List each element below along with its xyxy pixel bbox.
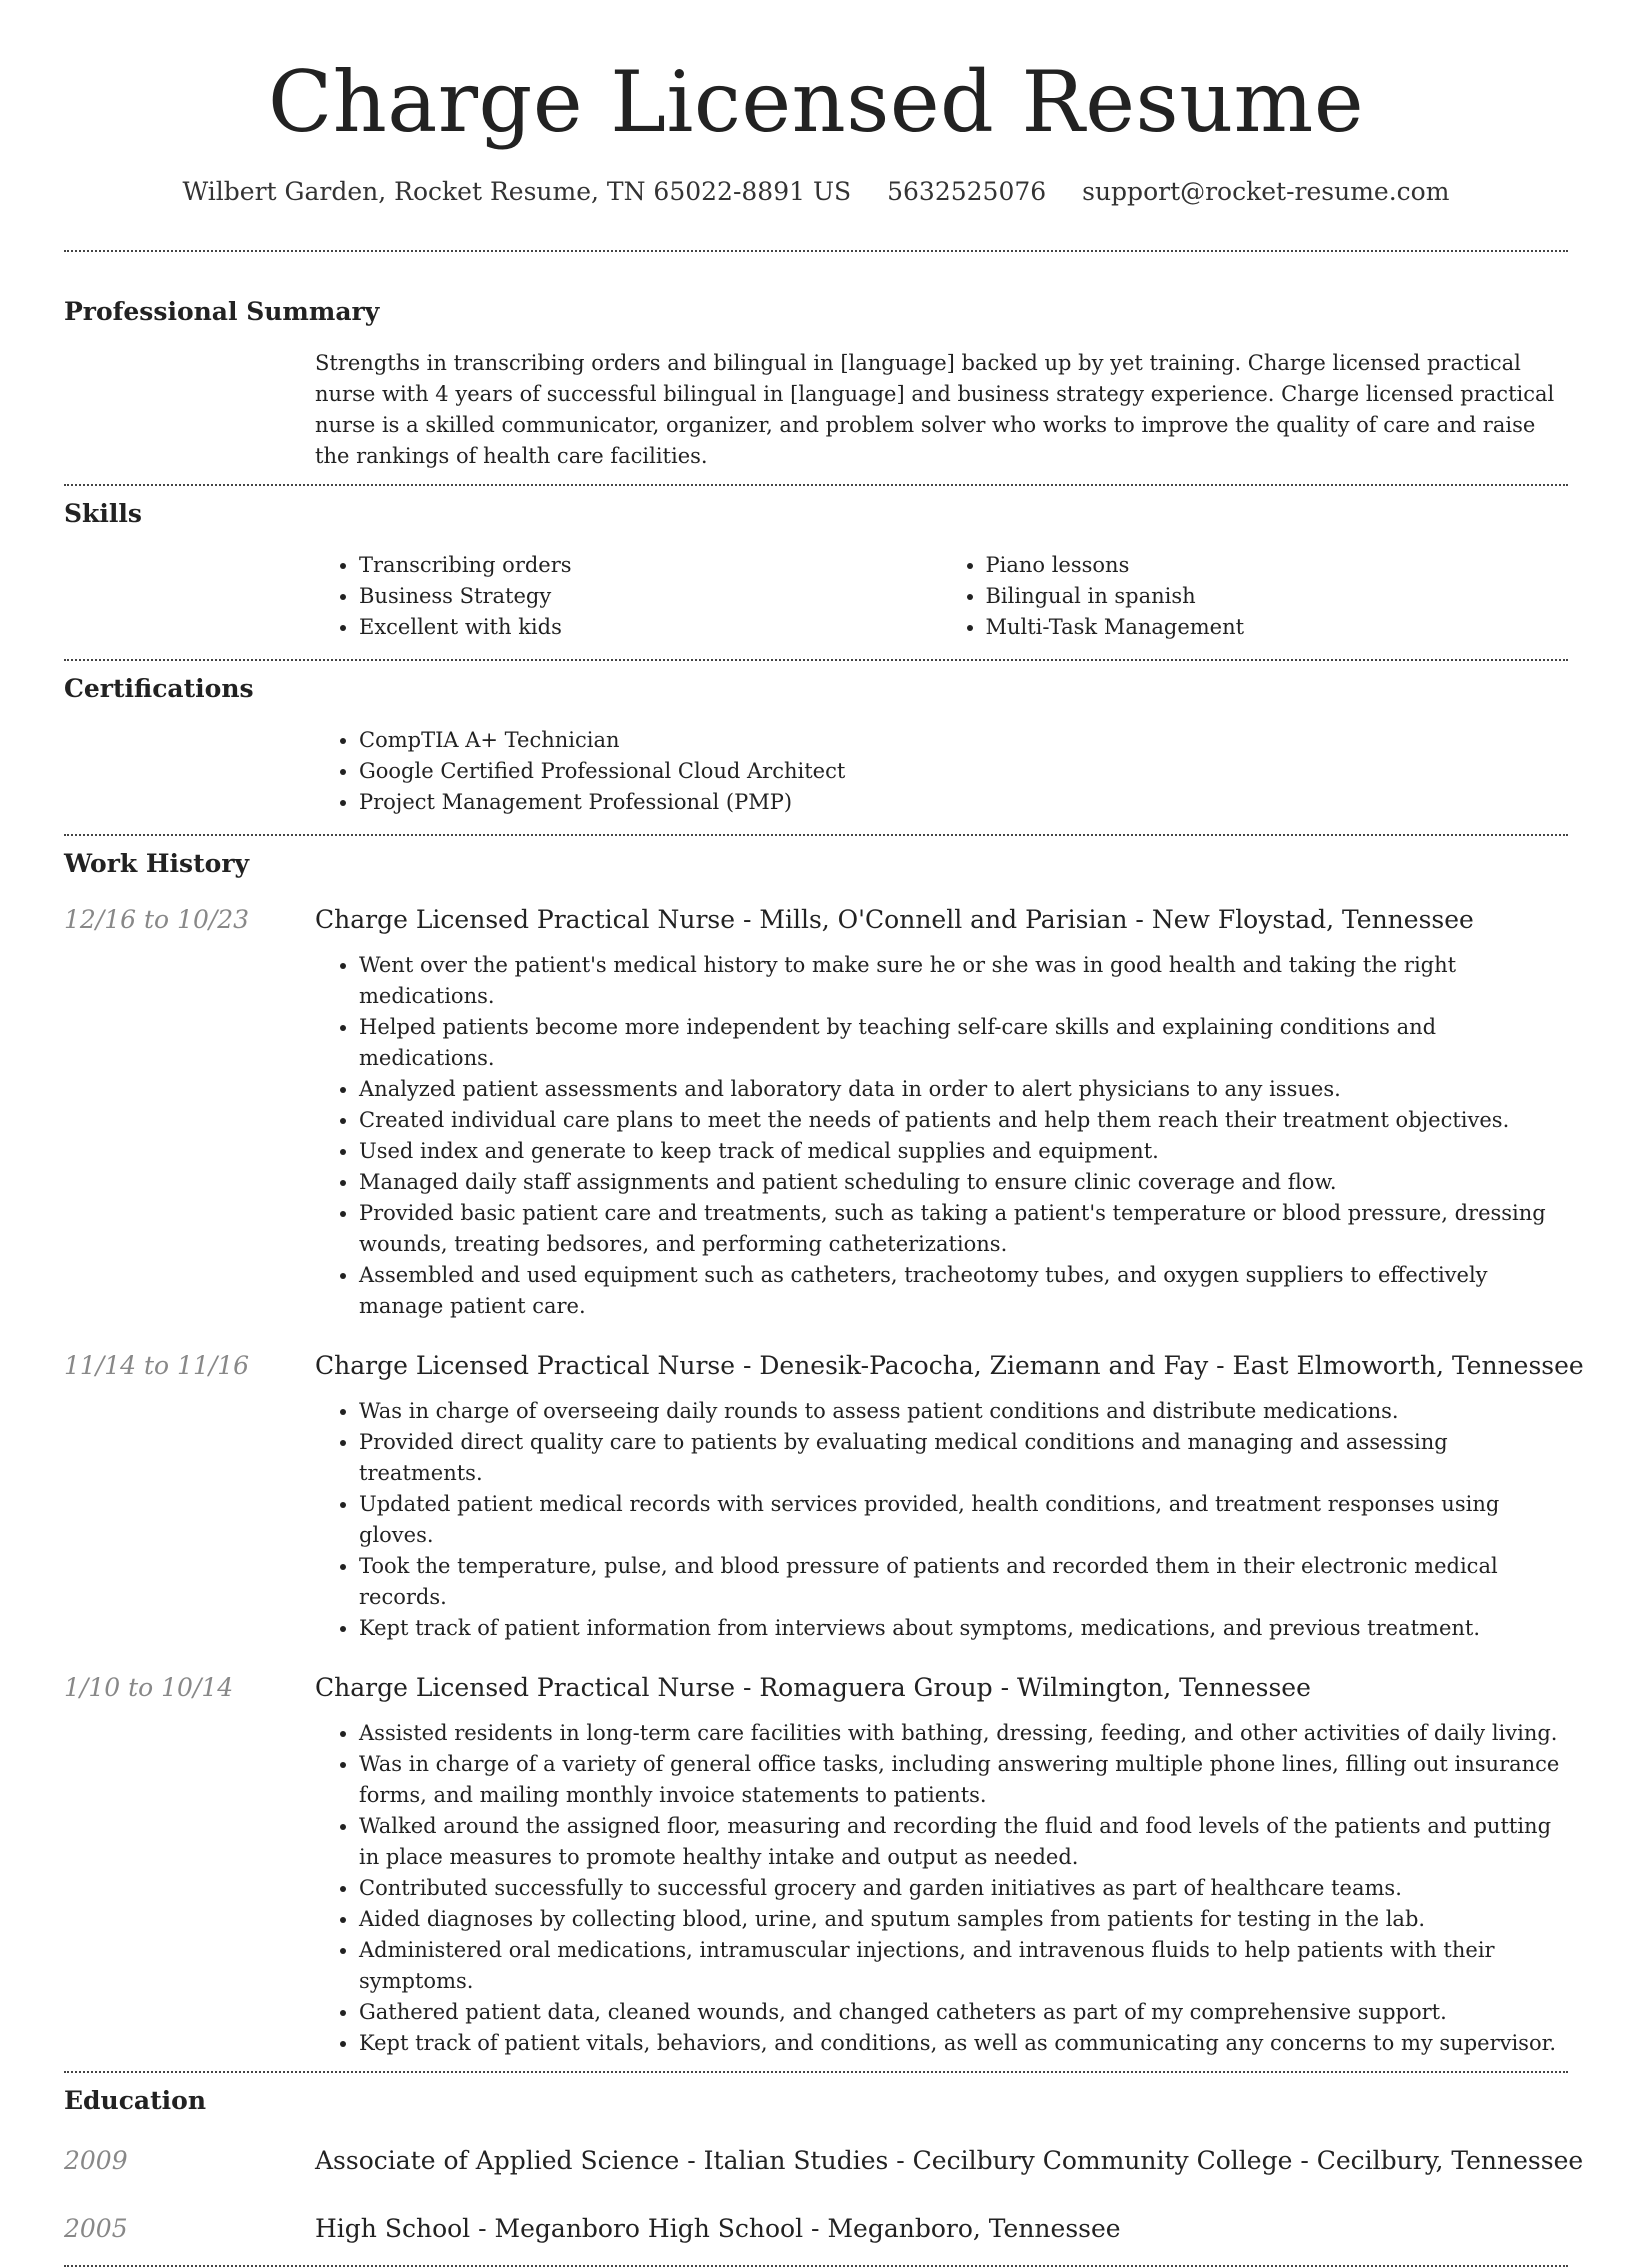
certifications-section [64, 661, 1568, 834]
summary-section [64, 252, 1568, 484]
job-title: Charge Licensed Practical Nurse - Denesik-Pacocha, Ziemann and Fay - East Elmoworth, Tennessee [315, 1351, 1584, 1380]
job-bullet: • Provided basic patient care and treatments, such as taking a patient's temperature or blood pressure, dressing wounds, treating bedsores, and performing catheterizations. [359, 1198, 1568, 1260]
job-bullets [315, 1718, 1568, 2059]
skills-column-right [942, 550, 1569, 643]
work-history-heading: Work History [64, 849, 250, 878]
job-bullet: • Managed daily staff assignments and patient scheduling to ensure clinic coverage and flow. [359, 1167, 1568, 1198]
skill-item: • Bilingual in spanish [986, 581, 1569, 612]
job-bullet: • Analyzed patient assessments and laboratory data in order to alert physicians to any issues. [359, 1074, 1568, 1105]
education-title: Associate of Applied Science - Italian Studies - Cecilbury Community College - Cecilbury, Tennessee [315, 2146, 1584, 2175]
contact-address: Wilbert Garden, Rocket Resume, TN 65022-8891 US [182, 177, 852, 206]
job-bullets [315, 950, 1568, 1322]
job-bullet: • Went over the patient's medical history to make sure he or she was in good health and taking the right medications. [359, 950, 1568, 1012]
certification-item: • CompTIA A+ Technician [359, 725, 1568, 756]
job-title: Charge Licensed Practical Nurse - Romaguera Group - Wilmington, Tennessee [315, 1673, 1311, 1702]
education-heading: Education [64, 2086, 207, 2115]
job-dates: 1/10 to 10/14 [64, 1673, 234, 1702]
job-bullet: • Updated patient medical records with services provided, health conditions, and treatment responses using gloves. [359, 1489, 1568, 1551]
job-bullet: • Administered oral medications, intramuscular injections, and intravenous fluids to help patients with their symptoms. [359, 1935, 1568, 1997]
summary-heading: Professional Summary [64, 297, 380, 326]
job-entry [64, 1348, 1584, 1644]
skill-item: • Piano lessons [986, 550, 1569, 581]
skills-list [315, 550, 1568, 643]
skill-item: • Business Strategy [359, 581, 942, 612]
contact-line [64, 174, 1568, 210]
resume-title: Charge Licensed Resume [267, 53, 1365, 151]
job-bullet: • Kept track of patient vitals, behaviors, and conditions, as well as communicating any concerns to my supervisor. [359, 2028, 1568, 2059]
job-bullet: • Was in charge of overseeing daily rounds to assess patient conditions and distribute medications. [359, 1396, 1568, 1427]
summary-text: Strengths in transcribing orders and bilingual in [language] backed up by yet training. Charge licensed practical nurse with 4 years of successful bilingual in [language] and business strategy experience. Charge licensed practical nurse is a skilled communicator, organizer, and problem solver who works to improve the quality of care and raise the rankings of health care facilities. [315, 351, 1555, 468]
work-history-section [64, 836, 1584, 2071]
certifications-list [315, 725, 1568, 818]
job-bullet: • Helped patients become more independent by teaching self-care skills and explaining conditions and medications. [359, 1012, 1568, 1074]
contact-phone: 5632525076 [887, 177, 1047, 206]
job-bullet: • Contributed successfully to successful grocery and garden initiatives as part of healthcare teams. [359, 1873, 1568, 1904]
skill-item: • Excellent with kids [359, 612, 942, 643]
job-bullet: • Took the temperature, pulse, and blood pressure of patients and recorded them in their electronic medical records. [359, 1551, 1568, 1613]
skills-section [64, 486, 1568, 659]
job-bullet: • Aided diagnoses by collecting blood, urine, and sputum samples from patients for testing in the lab. [359, 1904, 1568, 1935]
education-entry [64, 2211, 1568, 2247]
education-title: High School - Meganboro High School - Meganboro, Tennessee [315, 2214, 1121, 2243]
certifications-heading: Certifications [64, 674, 254, 703]
job-bullet: • Provided direct quality care to patients by evaluating medical conditions and managing and assessing treatments. [359, 1427, 1568, 1489]
job-bullet: • Assisted residents in long-term care facilities with bathing, dressing, feeding, and other activities of daily living. [359, 1718, 1568, 1749]
education-year: 2005 [64, 2214, 128, 2243]
skills-column-left [315, 550, 942, 643]
job-bullet: • Created individual care plans to meet the needs of patients and help them reach their treatment objectives. [359, 1105, 1568, 1136]
job-dates: 12/16 to 10/23 [64, 905, 250, 934]
job-dates: 11/14 to 11/16 [64, 1351, 250, 1380]
job-bullet: • Was in charge of a variety of general office tasks, including answering multiple phone lines, filling out insurance forms, and mailing monthly invoice statements to patients. [359, 1749, 1568, 1811]
certification-item: • Google Certified Professional Cloud Architect [359, 756, 1568, 787]
job-entry [64, 1670, 1568, 2059]
skills-heading: Skills [64, 499, 142, 528]
job-bullet: • Assembled and used equipment such as catheters, tracheotomy tubes, and oxygen suppliers to effectively manage patient care. [359, 1260, 1568, 1322]
certification-item: • Project Management Professional (PMP) [359, 787, 1568, 818]
job-bullets [315, 1396, 1568, 1644]
skill-item: • Multi-Task Management [986, 612, 1569, 643]
job-title: Charge Licensed Practical Nurse - Mills, O'Connell and Parisian - New Floystad, Tennessee [315, 905, 1474, 934]
education-entry [64, 2143, 1584, 2179]
job-entry [64, 902, 1568, 1322]
job-bullet: • Walked around the assigned floor, measuring and recording the fluid and food levels of the patients and putting in place measures to promote healthy intake and output as needed. [359, 1811, 1568, 1873]
job-bullet: • Used index and generate to keep track of medical supplies and equipment. [359, 1136, 1568, 1167]
skill-item: • Transcribing orders [359, 550, 942, 581]
education-section [64, 2073, 1584, 2265]
job-bullet: • Kept track of patient information from interviews about symptoms, medications, and previous treatment. [359, 1613, 1568, 1644]
job-bullet: • Gathered patient data, cleaned wounds, and changed catheters as part of my comprehensive support. [359, 1997, 1568, 2028]
contact-email: support@rocket-resume.com [1082, 177, 1450, 206]
education-year: 2009 [64, 2146, 128, 2175]
